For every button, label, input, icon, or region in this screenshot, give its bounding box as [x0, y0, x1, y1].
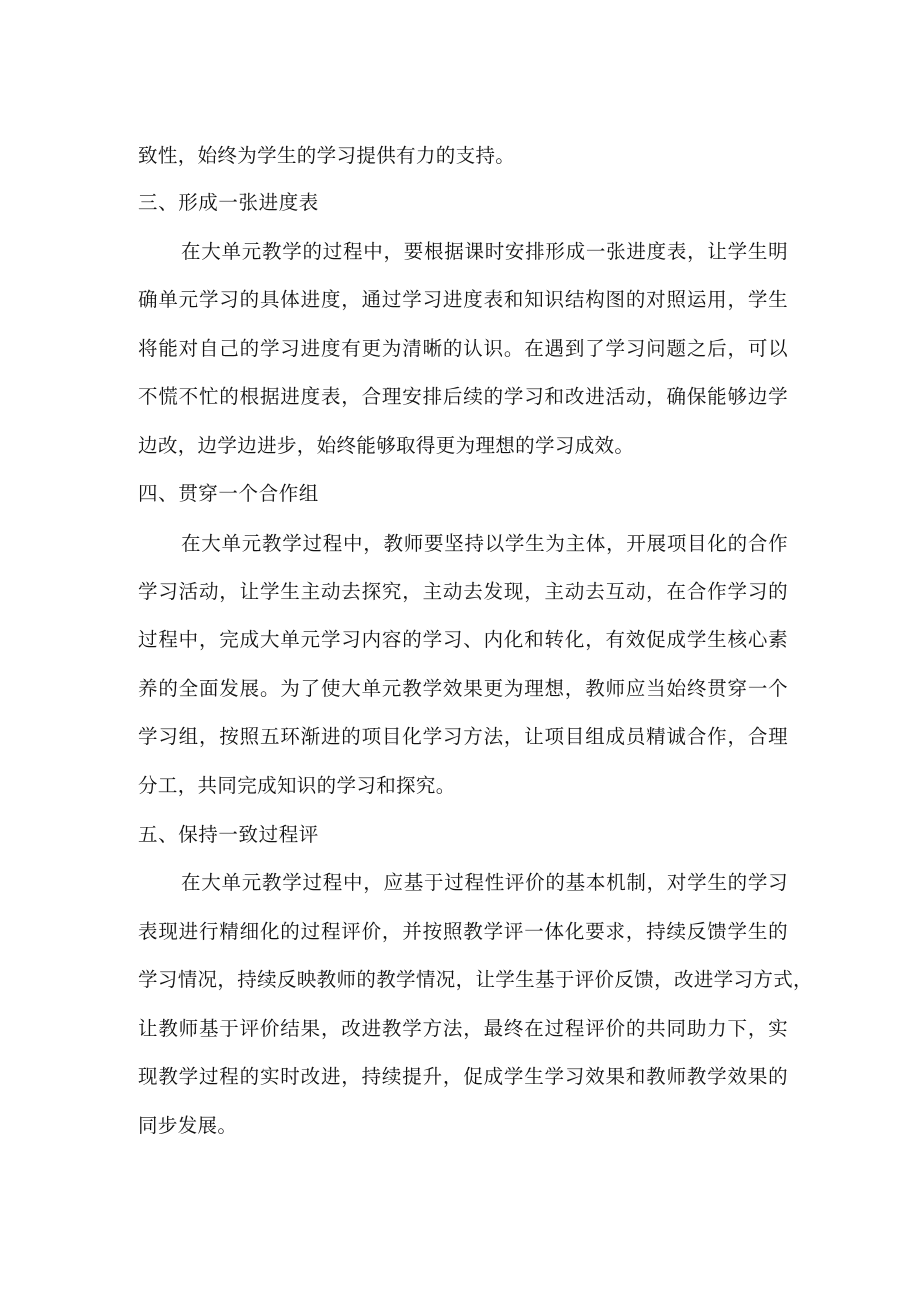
paragraph-line: 学习情况，持续反映教师的教学情况，让学生基于评价反馈，改进学习方式，: [138, 968, 813, 991]
section-heading-4: 四、贯穿一个合作组: [138, 482, 319, 505]
paragraph-line: 让教师基于评价结果，改进教学方法，最终在过程评价的共同助力下，实: [138, 1017, 788, 1040]
paragraph-line: 分工，共同完成知识的学习和探究。: [138, 774, 456, 797]
paragraph-line: 现教学过程的实时改进，持续提升，促成学生学习效果和教师教学效果的: [138, 1065, 788, 1088]
paragraph-line: 在大单元教学过程中，教师要坚持以学生为主体，开展项目化的合作: [181, 532, 788, 555]
paragraph-line: 学习活动，让学生主动去探究，主动去发现，主动去互动，在合作学习的: [138, 580, 788, 603]
paragraph-line: 边改，边学边进步，始终能够取得更为理想的学习成效。: [138, 434, 635, 457]
paragraph-line: 学习组，按照五环渐进的项目化学习方法，让项目组成员精诚合作，合理: [138, 725, 788, 748]
paragraph-line: 不慌不忙的根据进度表，合理安排后续的学习和改进活动，确保能够边学: [138, 385, 788, 408]
paragraph-line: 在大单元教学的过程中，要根据课时安排形成一张进度表，让学生明: [181, 240, 788, 263]
paragraph-line: 过程中，完成大单元学习内容的学习、内化和转化，有效促成学生核心素: [138, 628, 788, 651]
paragraph-line: 致性，始终为学生的学习提供有力的支持。: [138, 144, 516, 167]
paragraph-line: 同步发展。: [138, 1114, 238, 1137]
section-heading-3: 三、形成一张进度表: [138, 191, 319, 214]
paragraph-line: 养的全面发展。为了使大单元教学效果更为理想，教师应当始终贯穿一个: [138, 677, 788, 700]
section-heading-5: 五、保持一致过程评: [138, 823, 319, 846]
paragraph-line: 表现进行精细化的过程评价，并按照教学评一体化要求，持续反馈学生的: [138, 920, 788, 943]
paragraph-line: 确单元学习的具体进度，通过学习进度表和知识结构图的对照运用，学生: [138, 288, 788, 311]
paragraph-line: 将能对自己的学习进度有更为清晰的认识。在遇到了学习问题之后，可以: [138, 337, 788, 360]
paragraph-line: 在大单元教学过程中，应基于过程性评价的基本机制，对学生的学习: [181, 871, 788, 894]
